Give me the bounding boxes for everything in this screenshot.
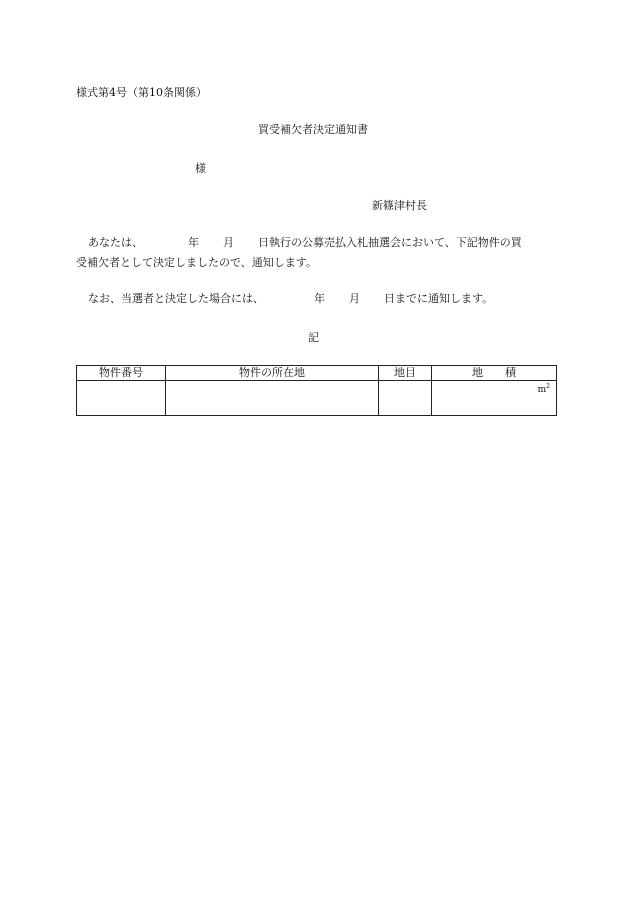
area-unit: $m^2$ (537, 383, 550, 395)
cell-property-location[interactable] (166, 381, 379, 416)
cell-property-number[interactable] (77, 381, 166, 416)
table-header-row (77, 366, 557, 381)
form-number: 様式第4号（第10条関係） (76, 86, 207, 99)
header-land-category: 地目 (379, 366, 432, 381)
notification-deadline-paragraph (88, 292, 493, 306)
header-property-number: 物件番号 (77, 366, 166, 381)
recipient-honorific: 様 (195, 162, 206, 175)
paragraph2-year-label: 年 (314, 292, 325, 305)
ki-label: 記 (308, 331, 319, 344)
paragraph1-prefix: あなたは、 (88, 236, 143, 249)
document-title: 買受補欠者決定通知書 (258, 123, 368, 136)
paragraph2-prefix: なお、当選者と決定した場合には、 (88, 292, 264, 305)
property-table (76, 365, 557, 416)
issuer-name: 新篠津村長 (372, 199, 427, 212)
header-land-area: 地 積 (432, 366, 557, 381)
paragraph2-suffix: 日までに通知します。 (384, 292, 494, 305)
header-property-location: 物件の所在地 (166, 366, 379, 381)
paragraph1-middle: 日執行の公募売払入札抽選会において、下記物件の買 (258, 236, 522, 249)
notice-paragraph-line2: 受補欠者として決定しましたので、通知します。 (76, 256, 317, 269)
paragraph1-year-label: 年 (188, 236, 199, 249)
paragraph2-month-label: 月 (349, 292, 360, 305)
table-row (77, 381, 557, 416)
cell-land-area[interactable] (432, 381, 557, 416)
notice-paragraph-line1 (88, 236, 522, 250)
cell-land-category[interactable] (379, 381, 432, 416)
paragraph1-month-label: 月 (223, 236, 234, 249)
